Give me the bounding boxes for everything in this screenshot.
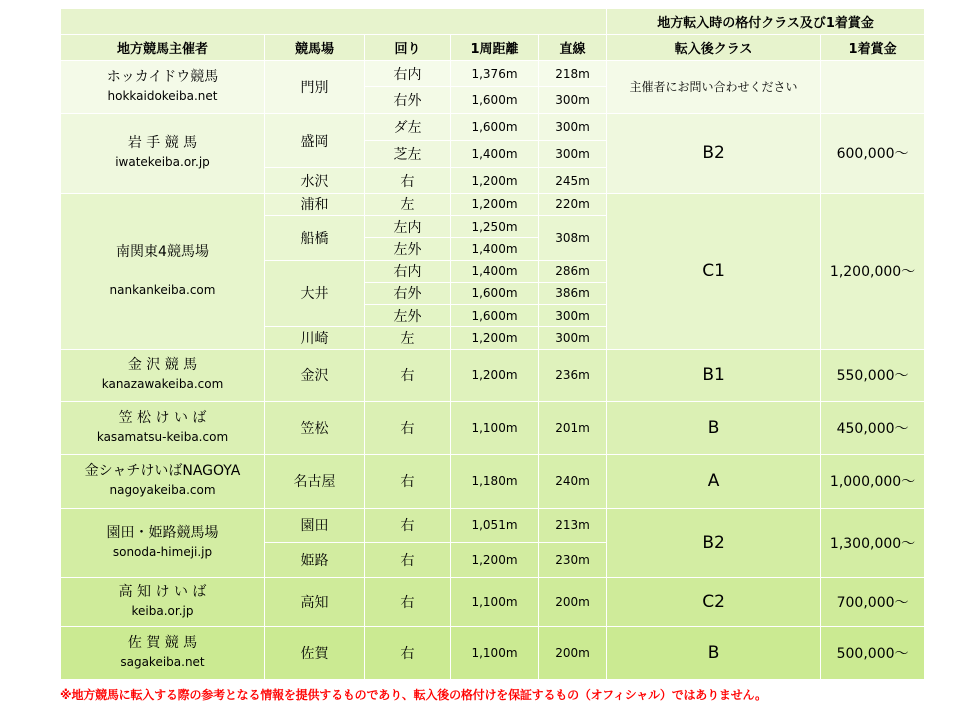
distance-cell: 1,051m (451, 508, 539, 542)
venue-cell: 高知 (265, 577, 365, 627)
prize-cell: 450,000～ (821, 402, 925, 455)
direction-cell: 右 (365, 349, 451, 402)
col-straight: 直線 (539, 35, 607, 61)
straight-cell: 300m (539, 327, 607, 349)
venue-cell: 門別 (265, 61, 365, 114)
venue-cell: 水沢 (265, 168, 365, 193)
class-cell: B (607, 402, 821, 455)
direction-cell: 右 (365, 627, 451, 680)
class-cell: B1 (607, 349, 821, 402)
distance-cell: 1,400m (451, 238, 539, 260)
venue-cell: 盛岡 (265, 113, 365, 168)
class-cell: A (607, 454, 821, 508)
direction-cell: 右 (365, 168, 451, 193)
class-cell: C2 (607, 577, 821, 627)
header-blank (61, 9, 607, 35)
organizer-name: ホッカイドウ競馬 (106, 68, 219, 85)
venue-cell: 金沢 (265, 349, 365, 402)
organizer-cell (61, 193, 265, 349)
class-note-cell: 主催者にお問い合わせください (607, 61, 821, 114)
venue-cell: 名古屋 (265, 454, 365, 508)
direction-cell: ダ左 (365, 113, 451, 140)
organizer-cell (61, 454, 265, 508)
venue-cell: 園田 (265, 508, 365, 542)
organizer-cell (61, 402, 265, 455)
organizer-cell (61, 627, 265, 680)
venue-cell: 姫路 (265, 543, 365, 577)
venue-cell: 船橋 (265, 215, 365, 260)
direction-cell: 右 (365, 454, 451, 508)
direction-cell: 右外 (365, 282, 451, 304)
organizer-name: 金シャチけいばNAGOYA (84, 463, 241, 480)
venue-cell: 笠松 (265, 402, 365, 455)
table-row (61, 508, 925, 542)
col-venue: 競馬場 (265, 35, 365, 61)
distance-cell: 1,600m (451, 113, 539, 140)
table-row (61, 577, 925, 627)
organizer-cell (61, 113, 265, 193)
distance-cell: 1,400m (451, 141, 539, 168)
prize-cell: 1,300,000～ (821, 508, 925, 577)
distance-cell: 1,100m (451, 577, 539, 627)
straight-cell: 300m (539, 141, 607, 168)
prize-cell: 600,000～ (821, 113, 925, 193)
col-class: 転入後クラス (607, 35, 821, 61)
straight-cell: 200m (539, 577, 607, 627)
straight-cell: 230m (539, 543, 607, 577)
organizer-name: 高 知 け い ば (118, 583, 207, 600)
table-row (61, 454, 925, 508)
organizer-url: hokkaidokeiba.net (107, 88, 218, 103)
direction-cell: 右内 (365, 260, 451, 282)
distance-cell: 1,200m (451, 193, 539, 215)
table-row (61, 61, 925, 87)
col-distance: 1周距離 (451, 35, 539, 61)
distance-cell: 1,200m (451, 168, 539, 193)
prize-cell: 500,000～ (821, 627, 925, 680)
organizer-url: iwatekeiba.or.jp (115, 155, 210, 170)
distance-cell: 1,100m (451, 402, 539, 455)
organizer-name: 南関東4競馬場 (116, 243, 209, 260)
straight-cell: 300m (539, 113, 607, 140)
distance-cell: 1,400m (451, 260, 539, 282)
organizer-cell (61, 349, 265, 402)
straight-cell: 286m (539, 260, 607, 282)
venue-cell: 大井 (265, 260, 365, 327)
organizer-url: keiba.or.jp (131, 603, 194, 618)
organizer-url: nankankeiba.com (109, 282, 216, 297)
distance-cell: 1,180m (451, 454, 539, 508)
organizer-url: nagoyakeiba.com (109, 483, 216, 498)
class-cell: B (607, 627, 821, 680)
direction-cell: 左 (365, 327, 451, 349)
organizer-cell (61, 61, 265, 114)
distance-cell: 1,376m (451, 61, 539, 87)
table-row (61, 193, 925, 215)
organizer-url: kasamatsu-keiba.com (96, 430, 229, 445)
direction-cell: 右 (365, 508, 451, 542)
straight-cell: 300m (539, 305, 607, 327)
direction-cell: 芝左 (365, 141, 451, 168)
table-row (61, 349, 925, 402)
prize-cell: 1,200,000～ (821, 193, 925, 349)
organizer-cell (61, 508, 265, 577)
disclaimer-footnote: ※地方競馬に転入する際の参考となる情報を提供するものであり、転入後の格付けを保証するもの（オフィシャル）ではありません。 (60, 688, 767, 702)
distance-cell: 1,200m (451, 349, 539, 402)
distance-cell: 1,600m (451, 305, 539, 327)
distance-cell: 1,250m (451, 215, 539, 237)
straight-cell: 386m (539, 282, 607, 304)
venue-cell: 佐賀 (265, 627, 365, 680)
prize-cell: 1,000,000～ (821, 454, 925, 508)
direction-cell: 右 (365, 402, 451, 455)
prize-cell: 550,000～ (821, 349, 925, 402)
direction-cell: 右 (365, 577, 451, 627)
straight-cell: 308m (539, 215, 607, 260)
straight-cell: 240m (539, 454, 607, 508)
organizer-name: 岩 手 競 馬 (127, 135, 198, 152)
header-group-title: 地方転入時の格付クラス及び1着賞金 (607, 9, 925, 35)
col-organizer: 地方競馬主催者 (61, 35, 265, 61)
direction-cell: 左内 (365, 215, 451, 237)
class-cell: B2 (607, 113, 821, 193)
organizer-name: 笠 松 け い ば (118, 410, 207, 427)
prize-cell: 700,000～ (821, 577, 925, 627)
organizer-cell (61, 577, 265, 627)
organizer-name: 金 沢 競 馬 (127, 357, 198, 374)
table-row (61, 113, 925, 140)
straight-cell: 201m (539, 402, 607, 455)
straight-cell: 218m (539, 61, 607, 87)
direction-cell: 右内 (365, 61, 451, 87)
straight-cell: 300m (539, 87, 607, 113)
organizer-url: sonoda-himeji.jp (112, 544, 213, 559)
col-direction: 回り (365, 35, 451, 61)
distance-cell: 1,200m (451, 543, 539, 577)
direction-cell: 右 (365, 543, 451, 577)
direction-cell: 左外 (365, 238, 451, 260)
organizer-name: 園田・姫路競馬場 (106, 524, 219, 541)
prize-cell (821, 61, 925, 114)
direction-cell: 左 (365, 193, 451, 215)
direction-cell: 右外 (365, 87, 451, 113)
straight-cell: 220m (539, 193, 607, 215)
direction-cell: 左外 (365, 305, 451, 327)
straight-cell: 236m (539, 349, 607, 402)
organizer-name: 佐 賀 競 馬 (127, 635, 198, 652)
class-cell: B2 (607, 508, 821, 577)
col-prize: 1着賞金 (821, 35, 925, 61)
distance-cell: 1,600m (451, 87, 539, 113)
venue-cell: 浦和 (265, 193, 365, 215)
table-row (61, 627, 925, 680)
straight-cell: 200m (539, 627, 607, 680)
distance-cell: 1,600m (451, 282, 539, 304)
table-row (61, 402, 925, 455)
venue-cell: 川崎 (265, 327, 365, 349)
organizer-url: kanazawakeiba.com (101, 377, 224, 392)
straight-cell: 245m (539, 168, 607, 193)
racecourse-table (60, 8, 925, 680)
distance-cell: 1,200m (451, 327, 539, 349)
organizer-url: sagakeiba.net (120, 655, 205, 670)
straight-cell: 213m (539, 508, 607, 542)
distance-cell: 1,100m (451, 627, 539, 680)
class-cell: C1 (607, 193, 821, 349)
